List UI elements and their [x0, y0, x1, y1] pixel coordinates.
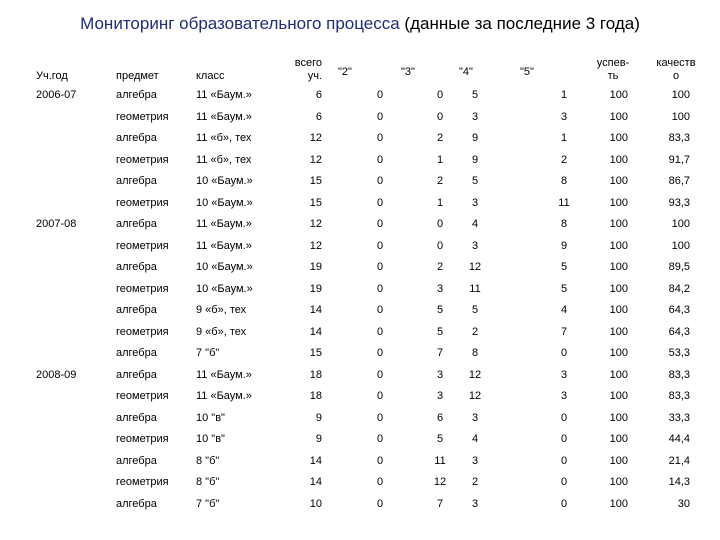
cell-grade-4: 3: [471, 240, 479, 252]
cell-total: 14: [309, 476, 322, 488]
cell-class: 9 «б», тех: [196, 326, 247, 338]
cell-total: 9: [315, 433, 322, 445]
title-main: Мониторинг образовательного процесса: [80, 14, 400, 33]
cell-total: 15: [309, 197, 322, 209]
cell-grade-3: 3: [436, 369, 444, 381]
cell-total: 12: [309, 240, 322, 252]
cell-subject: геометрия: [116, 476, 169, 488]
cell-quality: 100: [671, 240, 690, 252]
cell-grade-5: 4: [560, 304, 568, 316]
cell-success: 100: [609, 455, 628, 467]
cell-success: 100: [609, 89, 628, 101]
cell-class: 10 "в": [196, 412, 225, 424]
cell-quality: 100: [671, 218, 690, 230]
cell-grade-5: 0: [560, 455, 568, 467]
cell-total: 12: [309, 132, 322, 144]
cell-grade-2: 0: [376, 326, 384, 338]
cell-success: 100: [609, 369, 628, 381]
cell-grade-4: 11: [469, 283, 481, 295]
cell-success: 100: [609, 498, 628, 510]
cell-grade-4: 8: [471, 347, 479, 359]
cell-quality: 53,3: [668, 347, 690, 359]
header-total-top: всего: [294, 57, 322, 69]
cell-subject: алгебра: [116, 412, 157, 424]
cell-grade-4: 9: [471, 154, 479, 166]
cell-total: 6: [315, 111, 322, 123]
cell-quality: 86,7: [668, 175, 690, 187]
cell-class: 10 «Баум.»: [196, 197, 253, 209]
cell-grade-5: 3: [560, 111, 568, 123]
cell-quality: 64,3: [668, 304, 690, 316]
cell-grade-5: 9: [560, 240, 568, 252]
cell-grade-4: 12: [468, 261, 482, 273]
cell-subject: геометрия: [116, 390, 169, 402]
cell-grade-3: 5: [436, 433, 444, 445]
cell-grade-2: 0: [376, 476, 384, 488]
cell-grade-3: 1: [436, 197, 444, 209]
cell-quality: 30: [677, 498, 690, 510]
cell-success: 100: [609, 132, 628, 144]
cell-grade-2: 0: [376, 218, 384, 230]
cell-success: 100: [609, 412, 628, 424]
cell-grade-2: 0: [376, 175, 384, 187]
cell-grade-4: 3: [471, 197, 479, 209]
cell-grade-5: 8: [560, 175, 568, 187]
cell-grade-5: 0: [560, 498, 568, 510]
cell-grade-3: 0: [436, 111, 444, 123]
cell-success: 100: [609, 283, 628, 295]
cell-total: 14: [309, 455, 322, 467]
cell-grade-3: 0: [436, 240, 444, 252]
cell-total: 10: [309, 498, 322, 510]
cell-class: 11 «Баум.»: [196, 111, 252, 123]
cell-quality: 84,2: [668, 283, 690, 295]
cell-grade-2: 0: [376, 390, 384, 402]
cell-grade-4: 4: [471, 433, 479, 445]
cell-success: 100: [609, 111, 628, 123]
cell-quality: 44,4: [668, 433, 690, 445]
cell-total: 15: [309, 175, 322, 187]
cell-success: 100: [609, 304, 628, 316]
cell-class: 10 «Баум.»: [196, 283, 253, 295]
cell-year: 2006-07: [36, 89, 77, 101]
cell-class: 7 "б": [196, 498, 220, 510]
cell-subject: геометрия: [116, 154, 169, 166]
cell-grade-2: 0: [376, 197, 384, 209]
cell-grade-3: 12: [433, 476, 447, 488]
cell-class: 11 «Баум.»: [196, 218, 252, 230]
cell-class: 8 "б": [196, 455, 220, 467]
cell-total: 14: [309, 304, 322, 316]
cell-grade-2: 0: [376, 154, 384, 166]
cell-quality: 14,3: [668, 476, 690, 488]
cell-quality: 83,3: [668, 369, 690, 381]
cell-total: 18: [309, 369, 322, 381]
cell-success: 100: [609, 240, 628, 252]
header-success-bottom: ть: [607, 70, 619, 82]
header-year: Уч.год: [36, 70, 68, 82]
cell-total: 15: [309, 347, 322, 359]
cell-grade-2: 0: [376, 369, 384, 381]
cell-class: 8 "б": [196, 476, 220, 488]
cell-grade-4: 3: [471, 111, 479, 123]
cell-grade-5: 0: [560, 347, 568, 359]
cell-quality: 93,3: [668, 197, 690, 209]
header-quality-bottom: о: [672, 70, 680, 82]
cell-total: 18: [309, 390, 322, 402]
cell-grade-2: 0: [376, 240, 384, 252]
cell-grade-4: 4: [471, 218, 479, 230]
cell-grade-5: 11: [558, 197, 570, 209]
cell-subject: геометрия: [116, 283, 169, 295]
cell-subject: алгебра: [116, 304, 157, 316]
cell-subject: алгебра: [116, 218, 157, 230]
cell-subject: алгебра: [116, 369, 157, 381]
page-title: [0, 14, 720, 34]
cell-subject: алгебра: [116, 347, 157, 359]
cell-grade-5: 3: [560, 369, 568, 381]
cell-grade-5: 1: [560, 132, 568, 144]
cell-grade-5: 2: [560, 154, 568, 166]
cell-success: 100: [609, 476, 628, 488]
header-grade-2: "2": [338, 66, 352, 78]
cell-quality: 21,4: [668, 455, 690, 467]
cell-total: 12: [309, 154, 322, 166]
cell-success: 100: [609, 390, 628, 402]
cell-subject: геометрия: [116, 240, 169, 252]
cell-grade-5: 0: [560, 433, 568, 445]
cell-class: 11 «Баум.»: [196, 369, 252, 381]
cell-quality: 100: [671, 111, 690, 123]
cell-grade-5: 0: [560, 412, 568, 424]
cell-grade-3: 3: [436, 283, 444, 295]
cell-grade-4: 3: [471, 498, 479, 510]
cell-grade-4: 3: [471, 412, 479, 424]
header-total-bottom: уч.: [307, 70, 322, 82]
header-success-top: успев-: [596, 57, 630, 69]
cell-grade-3: 7: [436, 347, 444, 359]
cell-total: 19: [309, 283, 322, 295]
cell-subject: геометрия: [116, 197, 169, 209]
cell-grade-2: 0: [376, 498, 384, 510]
cell-quality: 100: [671, 89, 690, 101]
cell-total: 14: [309, 326, 322, 338]
cell-subject: алгебра: [116, 261, 157, 273]
cell-subject: алгебра: [116, 132, 157, 144]
cell-grade-4: 9: [471, 132, 479, 144]
cell-total: 9: [315, 412, 322, 424]
header-grade-4: "4": [459, 66, 473, 78]
cell-quality: 91,7: [668, 154, 690, 166]
cell-subject: алгебра: [116, 89, 157, 101]
cell-success: 100: [609, 218, 628, 230]
cell-class: 11 «Баум.»: [196, 390, 252, 402]
cell-grade-5: 5: [560, 283, 568, 295]
cell-success: 100: [609, 347, 628, 359]
cell-class: 11 «б», тех: [196, 132, 252, 144]
cell-class: 11 «б», тех: [196, 154, 252, 166]
cell-grade-4: 12: [468, 390, 482, 402]
header-class: класс: [196, 70, 225, 82]
cell-class: 10 "в": [196, 433, 225, 445]
cell-success: 100: [609, 175, 628, 187]
cell-grade-2: 0: [376, 412, 384, 424]
cell-grade-4: 5: [471, 175, 479, 187]
cell-grade-3: 0: [436, 218, 444, 230]
cell-subject: геометрия: [116, 433, 169, 445]
cell-success: 100: [609, 326, 628, 338]
cell-grade-3: 6: [436, 412, 444, 424]
cell-grade-3: 7: [436, 498, 444, 510]
cell-grade-5: 1: [560, 89, 568, 101]
cell-class: 10 «Баум.»: [196, 261, 253, 273]
header-subject: предмет: [116, 70, 159, 82]
cell-success: 100: [609, 433, 628, 445]
cell-grade-3: 11: [434, 455, 446, 467]
cell-grade-2: 0: [376, 111, 384, 123]
cell-grade-4: 5: [471, 89, 479, 101]
cell-grade-4: 2: [471, 476, 479, 488]
cell-success: 100: [609, 154, 628, 166]
cell-quality: 64,3: [668, 326, 690, 338]
cell-quality: 83,3: [668, 132, 690, 144]
cell-total: 19: [309, 261, 322, 273]
cell-grade-4: 12: [468, 369, 482, 381]
cell-grade-2: 0: [376, 261, 384, 273]
cell-subject: алгебра: [116, 455, 157, 467]
cell-year: 2007-08: [36, 218, 77, 230]
cell-grade-4: 2: [471, 326, 479, 338]
cell-class: 9 «б», тех: [196, 304, 247, 316]
cell-grade-5: 5: [560, 261, 568, 273]
cell-class: 10 «Баум.»: [196, 175, 253, 187]
cell-subject: геометрия: [116, 326, 169, 338]
cell-grade-3: 0: [436, 89, 444, 101]
cell-success: 100: [609, 261, 628, 273]
header-grade-3: "3": [401, 66, 415, 78]
cell-subject: геометрия: [116, 111, 169, 123]
cell-grade-4: 5: [471, 304, 479, 316]
header-quality-top: качеств: [656, 57, 696, 69]
cell-grade-3: 2: [436, 175, 444, 187]
cell-grade-3: 2: [436, 132, 444, 144]
cell-quality: 33,3: [668, 412, 690, 424]
cell-grade-3: 3: [436, 390, 444, 402]
cell-grade-5: 7: [560, 326, 568, 338]
title-subtitle: (данные за последние 3 года): [399, 14, 640, 33]
cell-grade-2: 0: [376, 89, 384, 101]
cell-grade-5: 3: [560, 390, 568, 402]
cell-success: 100: [609, 197, 628, 209]
cell-grade-3: 5: [436, 326, 444, 338]
cell-grade-2: 0: [376, 283, 384, 295]
cell-grade-4: 3: [471, 455, 479, 467]
header-grade-5: "5": [520, 66, 534, 78]
cell-grade-3: 5: [436, 304, 444, 316]
cell-grade-3: 1: [436, 154, 444, 166]
cell-quality: 89,5: [668, 261, 690, 273]
cell-subject: алгебра: [116, 498, 157, 510]
cell-grade-3: 2: [436, 261, 444, 273]
cell-total: 6: [315, 89, 322, 101]
cell-class: 7 "б": [196, 347, 220, 359]
cell-grade-5: 0: [560, 476, 568, 488]
cell-year: 2008-09: [36, 369, 77, 381]
cell-subject: алгебра: [116, 175, 157, 187]
cell-grade-2: 0: [376, 455, 384, 467]
cell-grade-5: 8: [560, 218, 568, 230]
cell-total: 12: [309, 218, 322, 230]
cell-grade-2: 0: [376, 304, 384, 316]
cell-grade-2: 0: [376, 433, 384, 445]
cell-quality: 83,3: [668, 390, 690, 402]
cell-class: 11 «Баум.»: [196, 240, 252, 252]
cell-grade-2: 0: [376, 347, 384, 359]
cell-class: 11 «Баум.»: [196, 89, 252, 101]
cell-grade-2: 0: [376, 132, 384, 144]
